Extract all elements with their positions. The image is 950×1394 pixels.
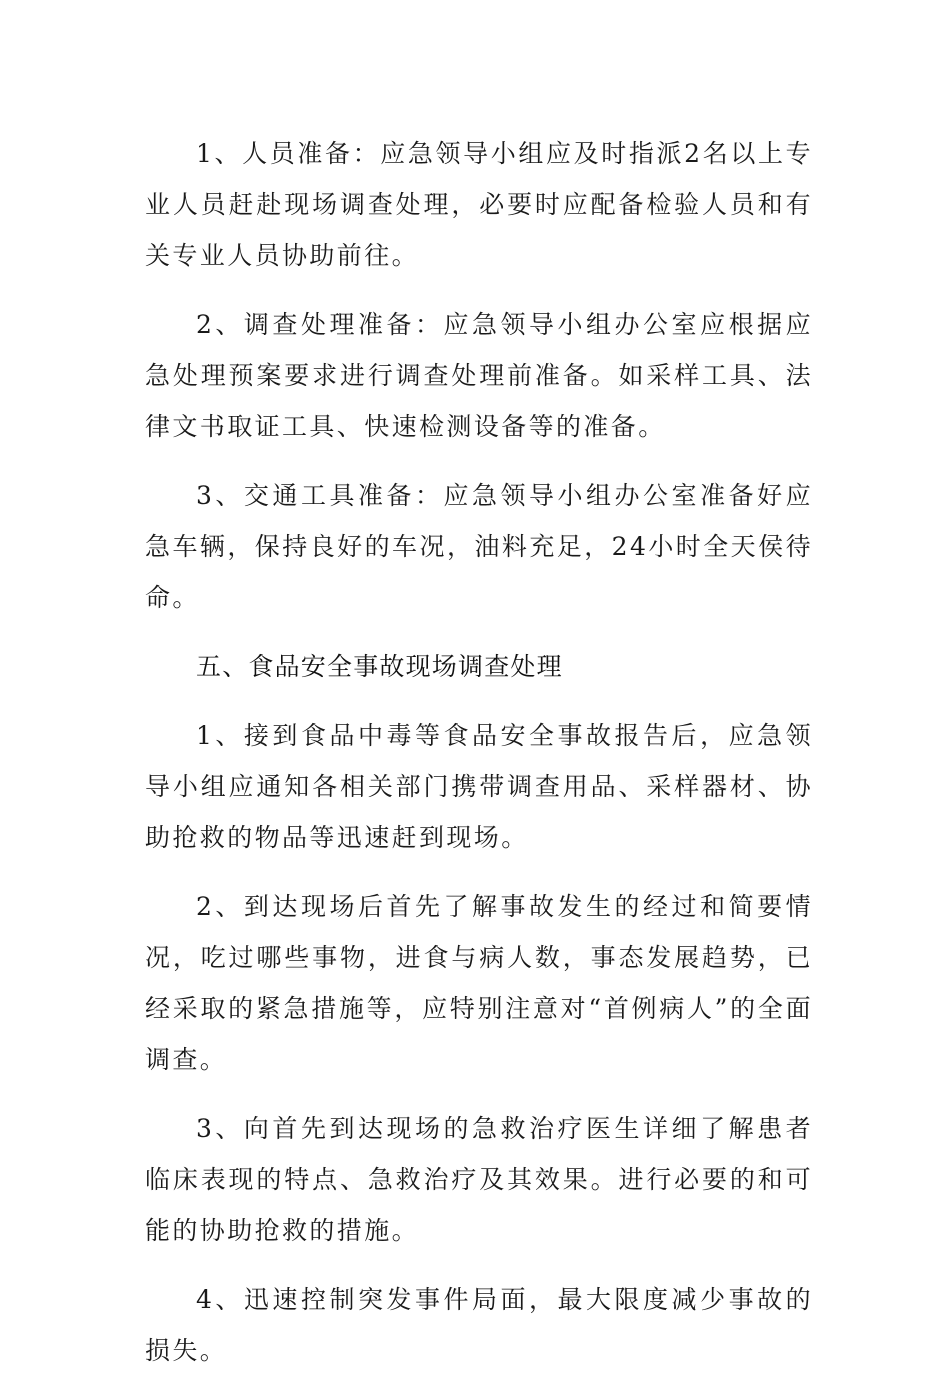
- document-body: [145, 128, 813, 1394]
- paragraph-clinical-inquiry: 3、向首先到达现场的急救治疗医生详细了解患者临床表现的特点、急救治疗及其效果。进行必要的和可能的协助抢救的措施。: [145, 1114, 813, 1245]
- paragraph-investigation-preparation: 2、调查处理准备：应急领导小组办公室应根据应急处理预案要求进行调查处理前准备。如采样工具、法律文书取证工具、快速检测设备等的准备。: [145, 310, 813, 441]
- paragraph-personnel-preparation: 1、人员准备：应急领导小组应及时指派2名以上专业人员赶赴现场调查处理，必要时应配备检验人员和有关专业人员协助前往。: [145, 139, 813, 270]
- paragraph-on-site-investigation: 2、到达现场后首先了解事故发生的经过和简要情况，吃过哪些事物，进食与病人数，事态发展趋势，已经采取的紧急措施等，应特别注意对“首例病人”的全面调查。: [145, 892, 813, 1074]
- paragraph-report-response: 1、接到食品中毒等食品安全事故报告后，应急领导小组应通知各相关部门携带调查用品、采样器材、协助抢救的物品等迅速赶到现场。: [145, 721, 813, 852]
- paragraph-control-situation: 4、迅速控制突发事件局面，最大限度减少事故的损失。: [145, 1285, 813, 1365]
- section-heading: 五、食品安全事故现场调查处理: [196, 652, 563, 681]
- paragraph-transport-preparation: 3、交通工具准备：应急领导小组办公室准备好应急车辆，保持良好的车况，油料充足，24小时全天侯待命。: [145, 481, 813, 612]
